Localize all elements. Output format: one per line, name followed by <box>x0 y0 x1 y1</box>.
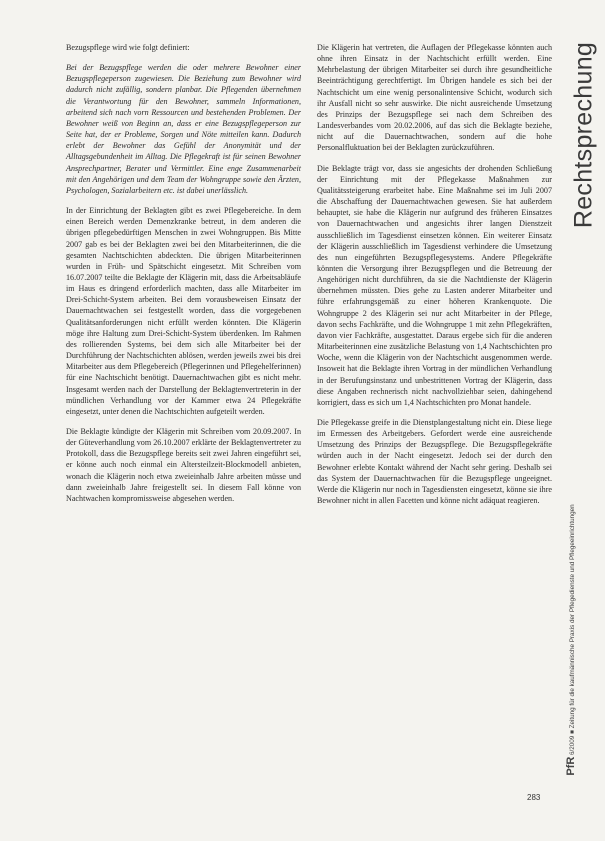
right-paragraph-3: Die Pflegekasse greife in die Dienstplangestaltung nicht ein. Diese liege im Ermessen des Arbeitgebers. Gefordert werde eine ausreichende Umsetzung des Prinzips der Bezugspflege. Die Bezugspflegekräfte würden auch in der Nacht eingesetzt. Jedoch sei der durch den Bewohner erlebte Kontakt während der Nacht sehr gering. Deshalb sei das System der Dauernachtwachen für die Bezugspflege ungeeignet. Werde die Klägerin nur noch in Tagesdiensten eingesetzt, könne sie ihre Bewohner nicht in allen Facetten und könne nicht adäquat reagieren. <box>317 418 552 506</box>
right-column <box>317 42 552 515</box>
left-paragraph-3: In der Einrichtung der Beklagten gibt es zwei Pflegebereiche. In dem einen Bereich werden Demenzkranke betreut, in dem anderen die übrigen pflegebedürftigen Menschen in zwei Wohngruppen. Bis Mitte 2007 gab es bei der Beklagten zwei bei den Mitarbeiterinnen, die die gesamten Nachtschichten abdeckten. Die übrigen Mitarbeiterinnen wurden in Früh- und Spätschicht eingesetzt. Mit Schreiben vom 16.07.2007 teilte die Beklagte der Klägerin mit, dass die Arbeitsabläufe im Haus es dringend erforderlich machten, dass alle Mitarbeiter im Drei-Schicht-System arbeiten. Bei dem vorausbeweisen Einsatz der Dauernachtwachen sei festgestellt worden, dass die vorgegebenen Qualitätsanforderungen nicht erfüllt werden könnten. Die Klägerin möge ihre Haltung zum Drei-Schicht-System überdenken. Im Rahmen des rollierenden Systems, bei dem sich alle Mitarbeiter bei der Durchführung der Nachtschichten ablösen, werden jeweils zwei bis drei Mitarbeiter aus dem Pflegebereich (Pflegerinnen und Pflegehelferinnen) für eine Nachtschicht benötigt. Dauernachtwachen gibt es nicht mehr. Insgesamt werden nach der Darstellung der Beklagtenvertreterin in der mündlichen Verhandlung vor der Kammer etwa 24 Pflegekräfte eingesetzt, unter denen die Nachtschichten aufgeteilt werden. <box>66 206 301 416</box>
section-title-text: Rechtsprechung <box>569 41 598 229</box>
journal-issue: 6/2009 ■ Zeitung für die kaufmännische Praxis der Pflegedienste und Pflegeeinrichtungen <box>569 504 576 755</box>
left-paragraph-1: Bezugspflege wird wie folgt definiert: <box>66 43 190 52</box>
journal-footer-vertical <box>562 440 580 840</box>
left-paragraph-2-quote: Bei der Bezugspflege werden die oder mehrere Bewohner einer Bezugspflegeperson zugewiesen. Die Beziehung zum Bewohner wird dadurch nicht zufällig, sondern planbar. Die Pflegenden übernehmen die Verantwortung für den Bewohner, sammeln Informationen, arbeitend sich nach vorn Ressourcen und bestehenden Problemen. Der Bewohner weiß von Beginn an, dass er eine Bezugspflegeperson zur Seite hat, der er Probleme, Sorgen und Nöte mitteilen kann. Dadurch erlebt der Bewohner das Gefühl der Anonymität und der Alltagsgebundenheit im Alltag. Die Pflegekraft ist für seinen Bewohner Ansprechpartner, Berater und Vermittler. Eine enge Zusammenarbeit mit den Angehörigen und dem Team der Wohngruppe sowie den Ärzten, Psychologen, Sozialarbeitern etc. ist dabei unerlässlich. <box>66 63 301 195</box>
journal-name: PfR <box>565 756 577 776</box>
right-paragraph-2: Die Beklagte trägt vor, dass sie angesichts der drohenden Schließung der Einrichtung mit der Pflegekasse Maßnahmen zur Qualitätssteigerung erarbeitet habe. Eine Maßnahme sei im Juli 2007 die Abschaffung der Dauernachtwachen gewesen. Sie hat außerdem behauptet, sie habe die Klägerin nur aufgrund des früheren Einsatzes von Dauernachtwachen und angesichts ihrer langen Dienstzeit ausschließlich im Tagesdienst einsetzen können. Ein weiterer Einsatz der Klägerin ausschließlich im Tagesdienst verhindere die Umsetzung des nun eingeführten Bezugspflegesystems. Andere Pflegekräfte könnten die Versorgung ihrer Bezugspflegen und die Betreuung der Angehörigen nicht durchführen, da sie die Nachtdienste der Klägerin übernehmen müssten. Dies gehe zu Lasten anderer Mitarbeiter und führe erfahrungsgemäß zu einer höheren Krankenquote. Die Wohngruppe 2 des Klägerin sei nur acht Mitarbeiter in der Pflege, davon sechs Fachkräfte, und die Wohngruppe 1 mit zehn Pflegekräften, davon vier Fachkräfte, ausgestattet. Daraus ergebe sich für die anderen Mitarbeiterinnen eine zusätzliche Belastung von 1,4 Nachtschichten pro Woche, wenn die Klägerin von der Nachtschicht ausgenommen werde. Insoweit hat die Beklagte ihren Vortrag in der mündlichen Verhandlung in der Berufungsinstanz und unbestrittenen Vortrag der Klägerin, dass diese Angaben rechnerisch nicht nachvollziehbar seien, dahingehend korrigiert, dass es sich um 1,4 Nachtschichten pro Monat handele. <box>317 163 552 407</box>
left-column <box>66 42 301 513</box>
section-title-vertical <box>569 40 598 230</box>
right-paragraph-1: Die Klägerin hat vertreten, die Auflagen der Pflegekasse könnten auch ohne ihren Einsatz in der Nachtschicht erfüllt werden. Eine Mehrbelastung der übrigen Mitarbeiter sei durch ihre gesundheitliche Beeinträchtigung gerechtfertigt. Im Übrigen handele es sich bei der Nachtschicht um eine wenig personalintensive Schicht, wodurch sich ihr Ausfall nicht so sehr auswirke. Die nicht ausreichende Umsetzung des Prinzips der Bezugspflege sei nach dem Schreiben des Landesverbandes vom 20.02.2006, auf das sich die Beklagte beziehe, nicht auf die Dauernachtwachen, sondern auf die hohe Personalfluktuation bei der Beklagten zurückzuführen. <box>317 43 552 153</box>
left-paragraph-4: Die Beklagte kündigte der Klägerin mit Schreiben vom 20.09.2007. In der Güteverhandlung vom 26.10.2007 erklärte der Beklagtenvertreter zu Protokoll, dass die Bezugspflege bereits seit zwei Jahren eingeführt sei, er könne auch noch einmal ein Altersteilzeit-Blockmodell anbieten, wonach die Klägerin noch etwa zweieinhalb Jahre arbeiten müsse und dann zweieinhalb Jahre freigestellt sei. In diesem Fall könne von Nachtwachen kompromissweise abgesehen werden. <box>66 427 301 503</box>
page-number: 283 <box>527 793 541 802</box>
journal-footer-line <box>565 504 577 775</box>
